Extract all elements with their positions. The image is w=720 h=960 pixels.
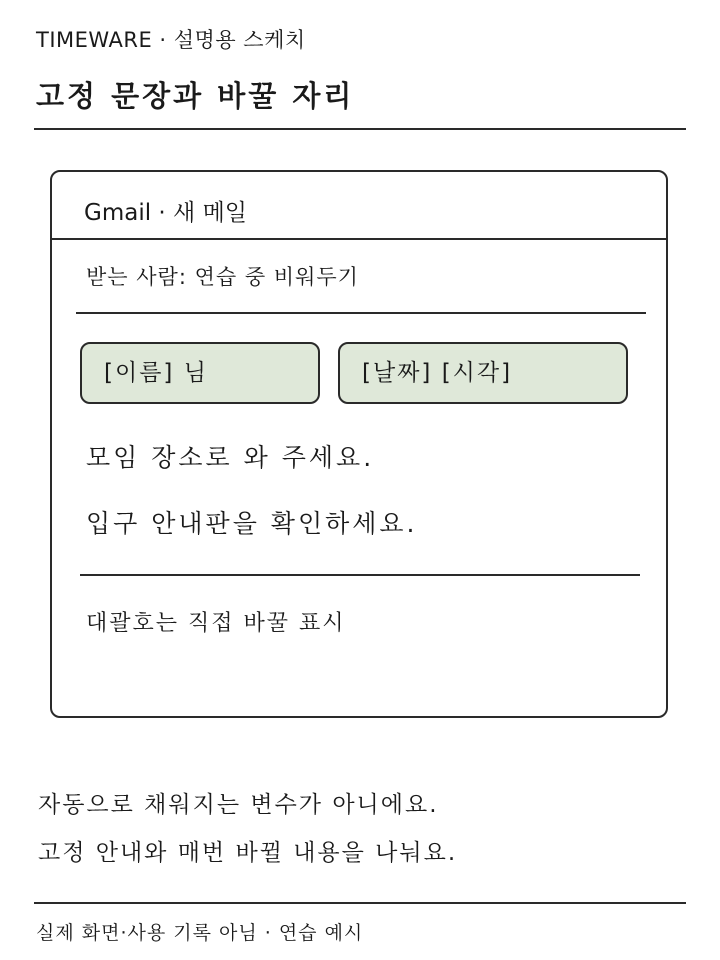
placeholder-chip-datetime[interactable]: [날짜] [시각] [338,342,628,404]
legend-note: 대괄호는 직접 바꿀 표시 [86,611,346,636]
fixed-body-line-2: 입구 안내판을 확인하세요. [86,509,418,538]
placeholder-chip-name[interactable]: [이름] 님 [80,342,320,404]
body-divider [80,574,640,576]
footer-note: 실제 화면·사용 기록 아님 · 연습 예시 [36,922,364,944]
email-compose-card [50,170,668,718]
bottom-divider [34,902,686,904]
to-field[interactable]: 받는 사람: 연습 중 비워두기 [86,265,359,289]
explanation-line-2: 고정 안내와 매번 바뀔 내용을 나눠요. [38,840,458,866]
email-card-header [52,172,666,240]
brand-label: TIMEWARE · 설명용 스케치 [36,28,306,52]
top-divider [34,128,686,130]
email-card-header-text: Gmail · 새 메일 [84,200,248,226]
to-field-divider [76,312,646,314]
fixed-body-line-1: 모임 장소로 와 주세요. [86,443,375,472]
page-title: 고정 문장과 바꿀 자리 [36,79,355,113]
explanation-line-1: 자동으로 채워지는 변수가 아니에요. [38,792,439,818]
